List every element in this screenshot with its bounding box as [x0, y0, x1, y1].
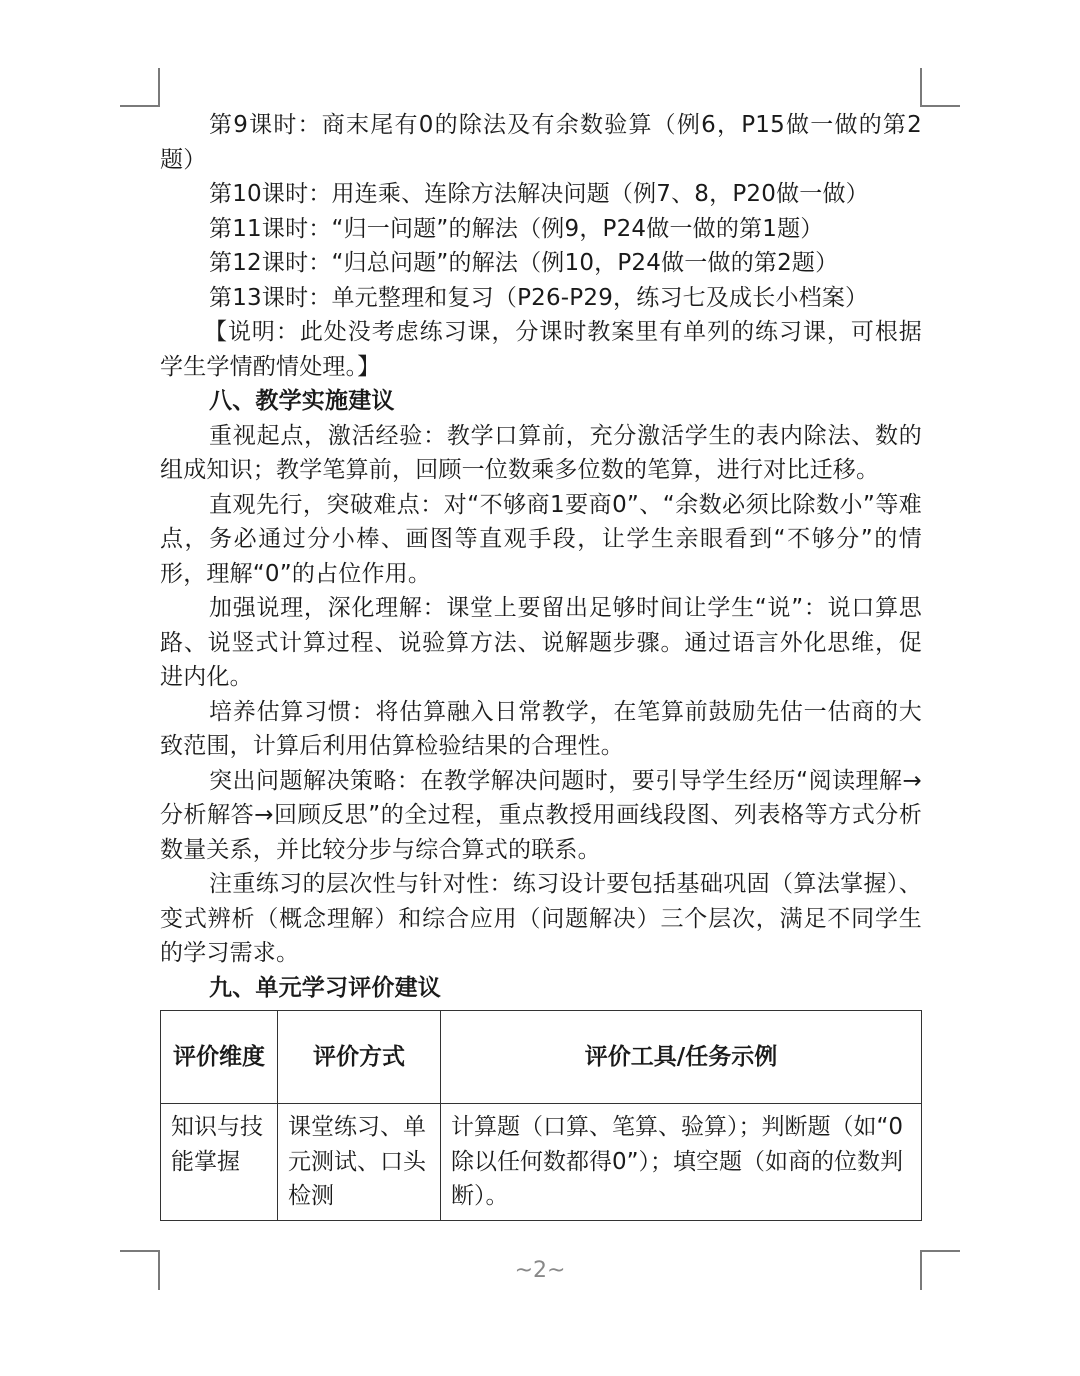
crop-mark-top-right-h: [920, 105, 960, 107]
lesson-10: 第10课时：用连乘、连除方法解决问题（例7、8，P20做一做）: [209, 181, 869, 207]
table-header-row: [161, 1011, 922, 1104]
table-header-tools: 评价工具/任务示例: [441, 1011, 922, 1104]
crop-mark-top-left-h: [120, 105, 160, 107]
page-number: ~2~: [514, 1258, 566, 1283]
table-header-dimension: 评价维度: [161, 1011, 278, 1104]
table-cell-tools: 计算题（口算、笔算、验算）；判断题（如“0除以任何数都得0”）；填空题（如商的位数判断）。: [441, 1104, 922, 1221]
section-9-heading: 九、单元学习评价建议: [209, 974, 441, 1001]
section-8-paragraph: 重视起点，激活经验：教学口算前，充分激活学生的表内除法、数的组成知识；教学笔算前，回顾一位数乘多位数的笔算，进行对比迁移。: [160, 422, 922, 483]
lesson-11: 第11课时：“归一问题”的解法（例9，P24做一做的第1题）: [209, 215, 824, 242]
crop-mark-bottom-left-h: [120, 1250, 160, 1252]
crop-mark-top-right-v: [920, 68, 922, 106]
crop-mark-bottom-right-h: [920, 1250, 960, 1252]
table-header-method: 评价方式: [278, 1011, 441, 1104]
section-8-paragraph: 加强说理，深化理解：课堂上要留出足够时间让学生“说”：说口算思路、说竖式计算过程、说验算方法、说解题步骤。通过语言外化思维，促进内化。: [160, 595, 922, 690]
section-8-paragraph: 注重练习的层次性与针对性：练习设计要包括基础巩固（算法掌握）、变式辨析（概念理解）和综合应用（问题解决）三个层次，满足不同学生的学习需求。: [160, 871, 922, 966]
lesson-9: 第9课时：商末尾有0的除法及有余数验算（例6，P15做一做的第2题）: [160, 112, 922, 173]
table-cell-dimension: 知识与技能掌握: [161, 1104, 278, 1221]
section-8-paragraph: 直观先行，突破难点：对“不够商1要商0”、“余数必须比除数小”等难点，务必通过分小棒、画图等直观手段，让学生亲眼看到“不够分”的情形，理解“0”的占位作用。: [160, 491, 922, 587]
lesson-12: 第12课时：“归总问题”的解法（例10，P24做一做的第2题）: [209, 250, 839, 276]
crop-mark-top-left-v: [158, 68, 160, 106]
section-8-heading: 八、教学实施建议: [209, 388, 395, 414]
table-row: [161, 1104, 922, 1221]
evaluation-table: [160, 1010, 922, 1221]
table-cell-method: 课堂练习、单元测试、口头检测: [278, 1104, 441, 1221]
section-8-paragraph: 突出问题解决策略：在教学解决问题时，要引导学生经历“阅读理解→分析解答→回顾反思”的全过程，重点教授用画线段图、列表格等方式分析数量关系，并比较分步与综合算式的联系。: [160, 767, 922, 863]
document-body: [160, 108, 922, 1221]
section-8-paragraph: 培养估算习惯：将估算融入日常教学，在笔算前鼓励先估一估商的大致范围，计算后利用估算检验结果的合理性。: [160, 698, 922, 759]
lesson-13: 第13课时：单元整理和复习（P26-P29，练习七及成长小档案）: [209, 284, 869, 311]
note-paragraph: 【说明：此处没考虑练习课，分课时教案里有单列的练习课，可根据学生学情酌情处理。】: [160, 319, 922, 380]
